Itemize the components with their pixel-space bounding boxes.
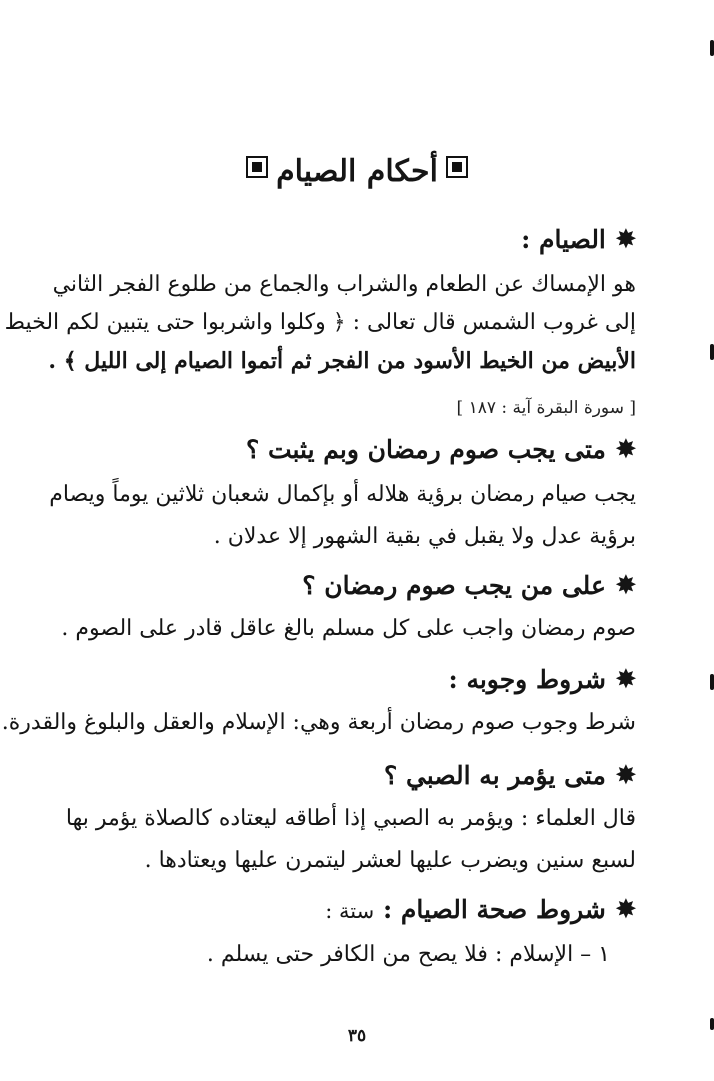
heading-suffix: ستة : [325, 899, 375, 923]
section-heading-conditions-validity: ✸شروط صحة الصيام : ستة : [325, 894, 636, 924]
asterisk-star-icon: ✸ [615, 894, 636, 923]
margin-mark [710, 674, 714, 690]
section-heading-child: ✸متى يؤمر به الصبي ؟ [383, 760, 636, 790]
page-number: ٣٥ [347, 1026, 367, 1046]
paragraph-line: إلى غروب الشمس قال تعالى : ﴿ وكلوا واشربوا حتى يتبين لكم الخيط [4, 310, 636, 335]
paragraph-line: لسبع سنين ويضرب عليها لعشر ليتمرن عليها ويعتادها . [144, 848, 636, 873]
asterisk-star-icon: ✸ [615, 434, 636, 463]
list-item: ١ – الإسلام : فلا يصح من الكافر حتى يسلم . [206, 942, 610, 967]
paragraph-line: قال العلماء : ويؤمر به الصبي إذا أطاقه ليعتاده كالصلاة يؤمر بها [65, 806, 636, 831]
paragraph-line: برؤية عدل ولا يقبل في بقية الشهور إلا عدلان . [213, 524, 636, 549]
paragraph-line: هو الإمساك عن الطعام والشراب والجماع من طلوع الفجر الثاني [52, 272, 636, 297]
paragraph-line: الأبيض من الخيط الأسود من الفجر ثم أتموا الصيام إلى الليل ﴾ . [48, 348, 636, 374]
margin-mark [710, 344, 714, 360]
paragraph-line: يجب صيام رمضان برؤية هلاله أو بإكمال شعبان ثلاثين يوماً ويصام [49, 482, 636, 507]
section-heading-fasting: ✸الصيام : [521, 224, 636, 254]
margin-mark [710, 1018, 714, 1030]
section-heading-conditions-obligation: ✸شروط وجوبه : [448, 664, 636, 694]
asterisk-star-icon: ✸ [615, 570, 636, 599]
paragraph-line: صوم رمضان واجب على كل مسلم بالغ عاقل قادر على الصوم . [61, 616, 636, 641]
asterisk-star-icon: ✸ [615, 224, 636, 253]
paragraph-line: شرط وجوب صوم رمضان أربعة وهي: الإسلام والعقل والبلوغ والقدرة. [1, 710, 636, 735]
square-bullet-icon [246, 156, 268, 178]
asterisk-star-icon: ✸ [615, 760, 636, 789]
page-title-text: أحكام الصيام [276, 154, 438, 189]
asterisk-star-icon: ✸ [615, 664, 636, 693]
section-heading-when-obligatory: ✸متى يجب صوم رمضان وبم يثبت ؟ [245, 434, 636, 464]
quran-citation: [ سورة البقرة آية : ١٨٧ ] [456, 398, 636, 418]
square-bullet-icon [446, 156, 468, 178]
page-title [0, 154, 714, 189]
section-heading-who-must-fast: ✸على من يجب صوم رمضان ؟ [302, 570, 636, 600]
margin-mark [710, 40, 714, 56]
